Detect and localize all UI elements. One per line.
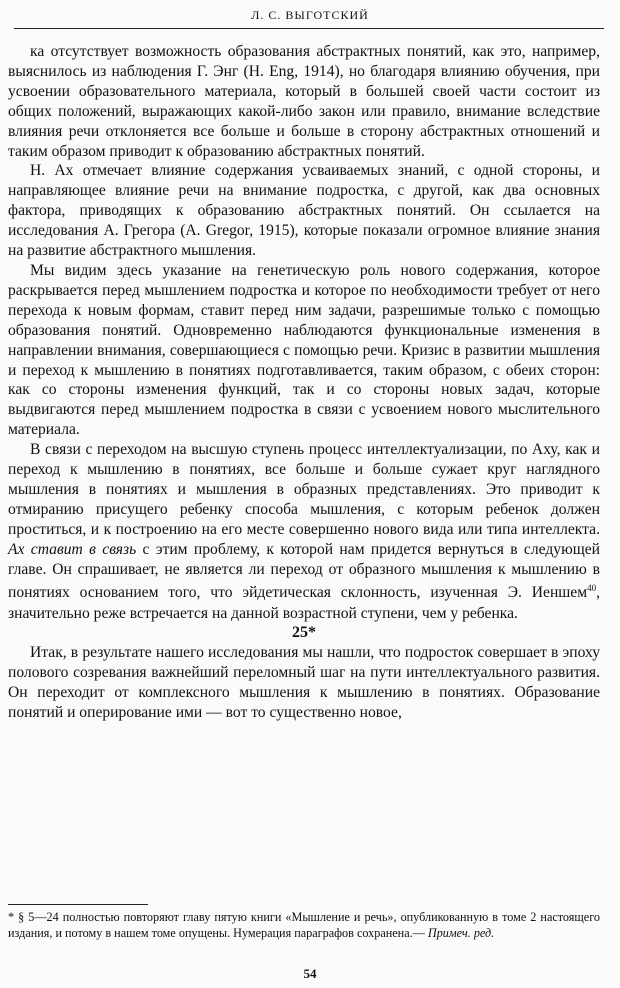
paragraph-4-part-c: с этим проблему, к которой нам придется вернуться в следующей главе. Он спрашивает, не является ли переход от образного мышления к мышлению в понятиях основанием того, что эйдетическая склонность, изученная Э. Иеншем bbox=[8, 540, 600, 602]
paragraph-4 bbox=[8, 440, 600, 623]
footnote-rule bbox=[8, 904, 148, 905]
header-rule bbox=[14, 28, 604, 29]
paragraph-2: Н. Ах отмечает влияние содержания усваиваемых знаний, с одной стороны, и направляющее влияние речи на внимание подростка, с другой, как два основных фактора, приводящих к образованию абстрактных понятий. Он ссылается на исследования А. Грегора (A. Gregor, 1915), которые показали огромное влияние знания на развитие абстрактного мышления. bbox=[8, 162, 600, 260]
footnote-editor-note: Примеч. ред. bbox=[427, 925, 495, 940]
footnote-text: * § 5—24 полностью повторяют главу пятую книги «Мышление и речь», опубликованную в томе 2 настоящего издания, и потому в нашем томе опущены. Нумерация параграфов сохранена.— bbox=[8, 910, 600, 940]
paragraph-3: Мы видим здесь указание на генетическую роль нового содержания, которое раскрывается перед мышлением подростка и которое по необходимости требует от него перехода к новым формам, ставит перед ним задачи, разрешимые только с помощью образования понятий. Одновременно наблюдаются функциональные изменения в направлении внимания, совершающиеся с помощью речи. Кризис в развитии мышления и переход к мышлению в понятиях подготавливается, таким образом, с обеих сторон: как со стороны изменения функций, так и со стороны новых задач, которые выдвигаются перед мышлением подростка в связи с усвоением нового мыслительного материала. bbox=[8, 261, 600, 439]
page-number: 54 bbox=[303, 966, 317, 981]
paragraph-4-part-d: , значительно реже встречается на данной возрастной ступени, чем у ребенка. bbox=[8, 584, 600, 622]
footnote bbox=[8, 910, 600, 941]
paragraph-5: Итак, в результате нашего исследования мы нашли, что подросток совершает в эпоху полового созревания важнейший переломный шаг на пути интеллектуального развития. Он переходит от комплексного мышления к мышлению в понятиях. Образование понятий и оперирование ими — вот то существенно новое, bbox=[8, 644, 600, 722]
running-head: Л. С. ВЫГОТСКИЙ bbox=[251, 8, 369, 22]
paragraph-4-part-a: В связи с переходом на высшую ступень процесс интеллектуализации, по Аху, как и переход к мышлению в понятиях, все больше и больше сужает круг наглядного мышления в понятиях и мышления в образных представлениях. Это приводит к отмиранию присущего ребенку способа мышления, с которым ребенок должен проститься, и к построению на его месте совершенно нового вида или типа интеллекта. bbox=[8, 441, 600, 538]
section-number: 25* bbox=[292, 624, 316, 642]
main-text bbox=[8, 42, 600, 723]
paragraph-1: ка отсутствует возможность образования абстрактных понятий, как это, например, выяснилось из наблюдения Г. Энг (H. Eng, 1914), но благодаря влиянию обучения, при усвоении образовательного материала, который в большей своей части состоит из общих положений, выражающих какой-либо закон или правило, внимание вследствие влияния речи отклоняется все больше и больше в сторону абстрактных отношений и таким образом приводит к образованию абстрактных понятий. bbox=[8, 43, 600, 160]
paragraph-4-italic: Ах ставит в связь bbox=[8, 540, 137, 558]
footnote-reference: 40 bbox=[587, 583, 597, 594]
